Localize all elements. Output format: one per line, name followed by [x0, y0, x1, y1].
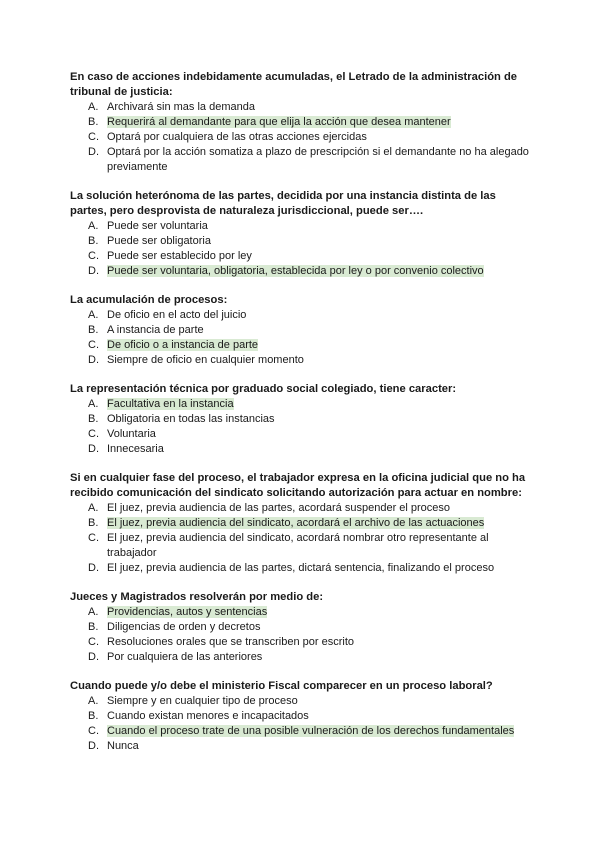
option-text: Voluntaria: [107, 428, 156, 440]
question-block: [70, 293, 530, 368]
option: [70, 635, 530, 650]
option-letter: A.: [88, 309, 99, 321]
option: [70, 561, 530, 576]
option-letter: A.: [88, 502, 99, 514]
option-text: Puede ser obligatoria: [107, 235, 211, 247]
option: [70, 130, 530, 145]
option-letter: B.: [88, 413, 99, 425]
option-letter: C.: [88, 725, 99, 737]
option: [70, 739, 530, 754]
option-text: Por cualquiera de las anteriores: [107, 651, 263, 663]
question-title: Jueces y Magistrados resolverán por medio de:: [70, 591, 324, 603]
option-text: Obligatoria en todas las instancias: [107, 413, 275, 425]
question-title: La acumulación de procesos:: [70, 294, 228, 306]
option-text: Providencias, autos y sentencias: [107, 606, 268, 618]
options-list: [70, 397, 530, 457]
option-letter: A.: [88, 101, 99, 113]
option-letter: C.: [88, 636, 99, 648]
option: [70, 353, 530, 368]
options-list: [70, 219, 530, 279]
option-letter: D.: [88, 146, 99, 158]
option: [70, 145, 530, 175]
option-text: Siempre de oficio en cualquier momento: [107, 354, 304, 366]
option-text: Siempre y en cualquier tipo de proceso: [107, 695, 298, 707]
question-title: En caso de acciones indebidamente acumuladas, el Letrado de la administración de tribunal de justicia:: [70, 71, 518, 98]
option-letter: C.: [88, 250, 99, 262]
option-text: Innecesaria: [107, 443, 164, 455]
option: [70, 427, 530, 442]
option: [70, 308, 530, 323]
option-text: Cuando el proceso trate de una posible vulneración de los derechos fundamentales: [107, 725, 515, 737]
option-letter: B.: [88, 324, 99, 336]
option-text: Puede ser voluntaria: [107, 220, 208, 232]
option: [70, 219, 530, 234]
option-letter: D.: [88, 443, 99, 455]
question-block: [70, 382, 530, 457]
option-letter: C.: [88, 532, 99, 544]
option-text: El juez, previa audiencia del sindicato, acordará nombrar otro representante al trabajador: [107, 532, 489, 559]
options-list: [70, 100, 530, 175]
question-block: [70, 679, 530, 754]
option: [70, 442, 530, 457]
option-letter: D.: [88, 354, 99, 366]
options-list: [70, 605, 530, 665]
option-correct: [70, 264, 530, 279]
option-letter: B.: [88, 621, 99, 633]
option-correct: [70, 115, 530, 130]
option-letter: C.: [88, 428, 99, 440]
question-block: [70, 590, 530, 665]
option-text: Resoluciones orales que se transcriben por escrito: [107, 636, 355, 648]
option-letter: D.: [88, 265, 99, 277]
question-title: La representación técnica por graduado social colegiado, tiene caracter:: [70, 383, 457, 395]
option-text: A instancia de parte: [107, 324, 204, 336]
option: [70, 249, 530, 264]
option-letter: A.: [88, 606, 99, 618]
exam-page: [70, 70, 530, 768]
option-correct: [70, 605, 530, 620]
option-letter: B.: [88, 517, 99, 529]
option: [70, 620, 530, 635]
option-correct: [70, 338, 530, 353]
options-list: [70, 694, 530, 754]
question-block: [70, 189, 530, 279]
question-block: [70, 471, 530, 576]
option-letter: C.: [88, 339, 99, 351]
options-list: [70, 501, 530, 576]
option-letter: B.: [88, 235, 99, 247]
option-letter: A.: [88, 220, 99, 232]
option: [70, 694, 530, 709]
option-text: El juez, previa audiencia del sindicato, acordará el archivo de las actuaciones: [107, 517, 485, 529]
option-text: Cuando existan menores e incapacitados: [107, 710, 309, 722]
option-letter: A.: [88, 695, 99, 707]
option-letter: B.: [88, 710, 99, 722]
option: [70, 650, 530, 665]
option-correct: [70, 516, 530, 531]
option-text: Puede ser voluntaria, obligatoria, establecida por ley o por convenio colectivo: [107, 265, 484, 277]
option-correct: [70, 724, 530, 739]
option-text: Diligencias de orden y decretos: [107, 621, 261, 633]
option: [70, 501, 530, 516]
option-text: De oficio en el acto del juicio: [107, 309, 247, 321]
option-letter: A.: [88, 398, 99, 410]
option-text: Optará por cualquiera de las otras acciones ejercidas: [107, 131, 367, 143]
question-block: [70, 70, 530, 175]
option-text: Puede ser establecido por ley: [107, 250, 252, 262]
option: [70, 323, 530, 338]
question-title: Cuando puede y/o debe el ministerio Fiscal comparecer en un proceso laboral?: [70, 680, 493, 692]
option-letter: B.: [88, 116, 99, 128]
option: [70, 100, 530, 115]
option: [70, 234, 530, 249]
question-title: La solución heterónoma de las partes, decidida por una instancia distinta de las partes, pero desprovista de naturaleza jurisdiccional, puede ser….: [70, 190, 496, 217]
option-letter: D.: [88, 651, 99, 663]
option-text: Facultativa en la instancia: [107, 398, 234, 410]
option-text: Nunca: [107, 740, 139, 752]
option-text: El juez, previa audiencia de las partes, acordará suspender el proceso: [107, 502, 451, 514]
option-correct: [70, 397, 530, 412]
option: [70, 531, 530, 561]
question-title: Si en cualquier fase del proceso, el trabajador expresa en la oficina judicial que no ha recibido comunicación del sindicato solicitando autorización para actuar en nombre:: [70, 472, 526, 499]
option: [70, 709, 530, 724]
option-text: Requerirá al demandante para que elija la acción que desea mantener: [107, 116, 451, 128]
option-letter: D.: [88, 740, 99, 752]
option-letter: D.: [88, 562, 99, 574]
option-text: Optará por la acción somatiza a plazo de prescripción si el demandante no ha alegado previamente: [107, 146, 529, 173]
option: [70, 412, 530, 427]
options-list: [70, 308, 530, 368]
option-text: Archivará sin mas la demanda: [107, 101, 255, 113]
option-text: De oficio o a instancia de parte: [107, 339, 259, 351]
option-text: El juez, previa audiencia de las partes, dictará sentencia, finalizando el proceso: [107, 562, 495, 574]
option-letter: C.: [88, 131, 99, 143]
